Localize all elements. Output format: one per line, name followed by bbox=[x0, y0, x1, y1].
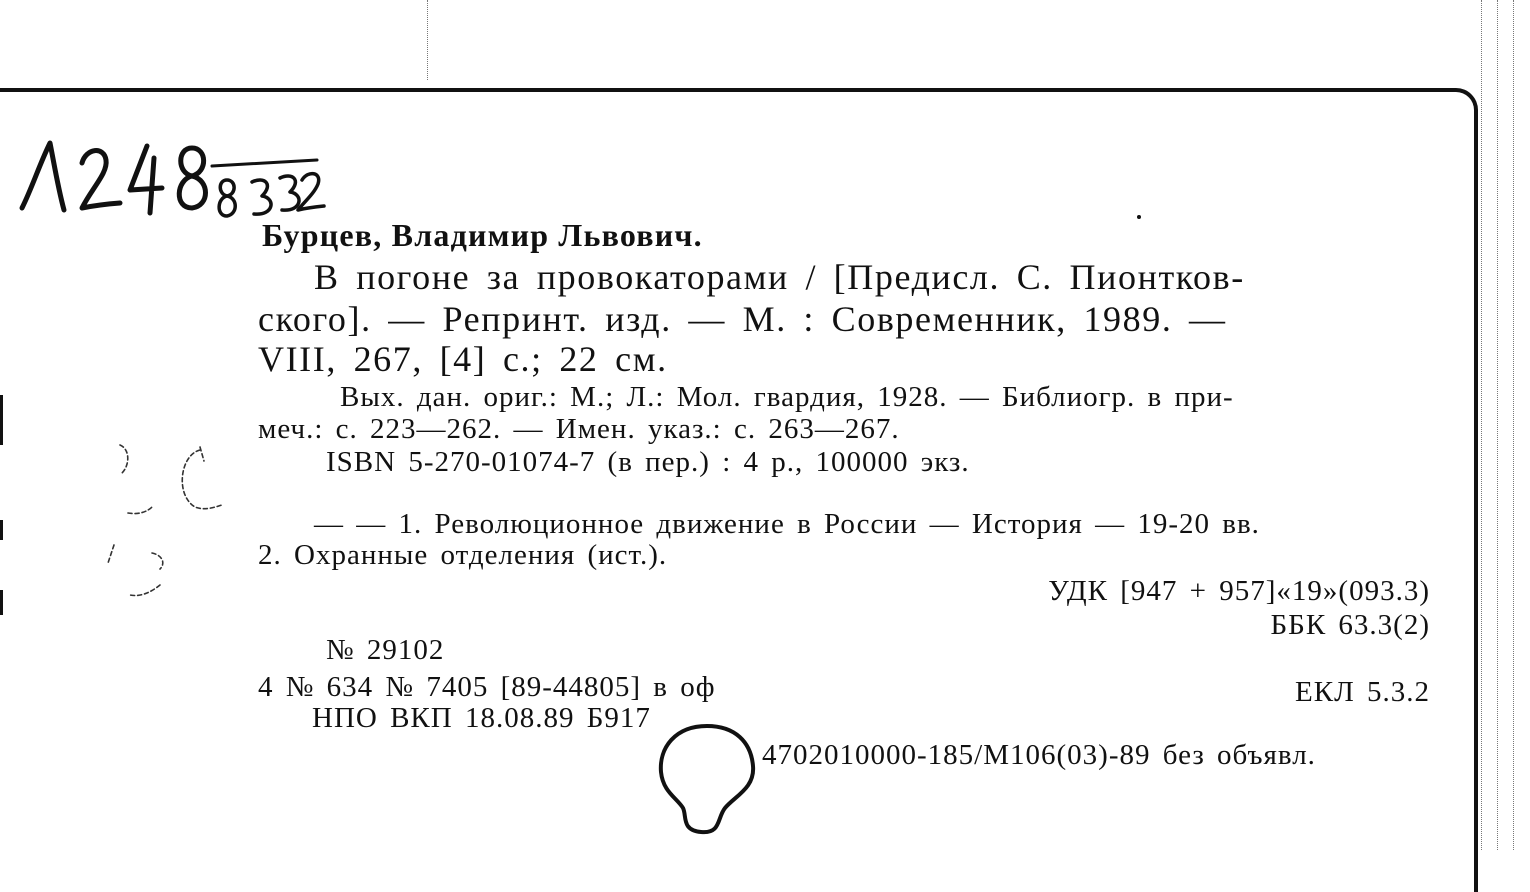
subject-line: — — 1. Революционное движение в России — История — 19-20 вв. bbox=[314, 508, 1260, 540]
udk-code: УДК [947 + 957]«19»(093.3) bbox=[1048, 575, 1430, 607]
scan-artifact-line bbox=[1497, 0, 1498, 850]
title-line: В погоне за провокаторами / [Предисл. С. Пионтков- bbox=[314, 257, 1245, 297]
ink-speck bbox=[1137, 215, 1141, 219]
isbn-line: ISBN 5-270-01074-7 (в пер.) : 4 р., 100000 экз. bbox=[326, 446, 970, 478]
notes-line: меч.: с. 223—262. — Имен. указ.: с. 263—267. bbox=[258, 413, 900, 445]
scan-artifact-line bbox=[1481, 0, 1482, 850]
publisher-code-line: 4702010000-185/М106(03)-89 без объявл. bbox=[762, 739, 1316, 771]
oval-stamp-icon bbox=[655, 722, 760, 837]
card-left-edge bbox=[0, 395, 3, 445]
scan-artifact-line bbox=[1513, 0, 1514, 850]
order-line: 4 № 634 № 7405 [89-44805] в оф bbox=[258, 671, 716, 703]
author-heading: Бурцев, Владимир Львович. bbox=[262, 217, 703, 253]
notes-line: Вых. дан. ориг.: М.; Л.: Мол. гвардия, 1928. — Библиогр. в при- bbox=[340, 381, 1234, 413]
npo-line: НПО ВКП 18.08.89 Б917 bbox=[312, 702, 651, 734]
title-line: ского]. — Репринт. изд. — М. : Современник, 1989. — bbox=[258, 299, 1227, 339]
pencil-scribble-icon bbox=[100, 435, 230, 610]
title-line: VIII, 267, [4] с.; 22 см. bbox=[258, 339, 668, 379]
ekl-code: ЕКЛ 5.3.2 bbox=[1295, 676, 1430, 708]
bbk-code: ББК 63.3(2) bbox=[1270, 609, 1430, 641]
card-left-edge bbox=[0, 590, 3, 615]
subject-line: 2. Охранные отделения (ист.). bbox=[258, 539, 668, 571]
scan-artifact-line bbox=[427, 0, 428, 80]
card-left-edge bbox=[0, 520, 3, 540]
handwritten-shelfmark bbox=[12, 118, 332, 228]
card-number: № 29102 bbox=[326, 634, 445, 666]
